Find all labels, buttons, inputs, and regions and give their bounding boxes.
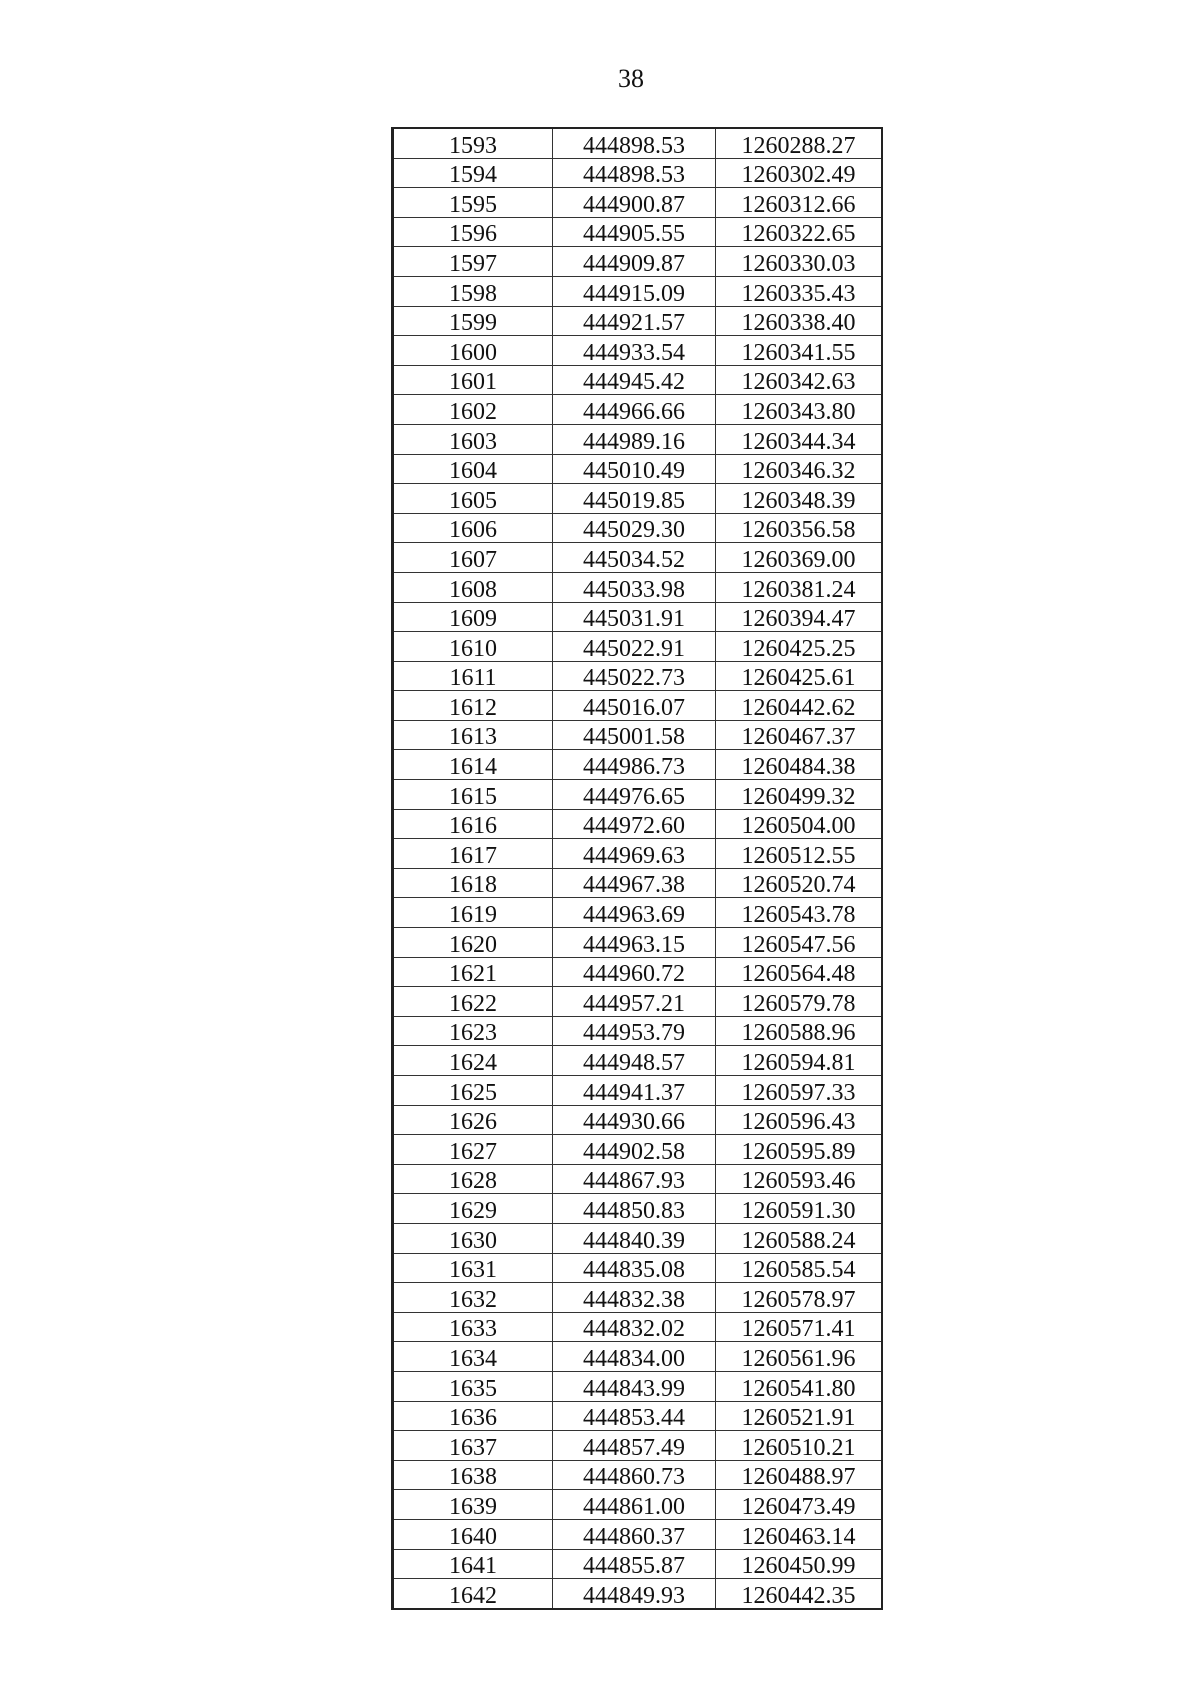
x-coordinate-cell: 444989.16 [553, 424, 716, 454]
x-coordinate-cell: 445019.85 [553, 484, 716, 514]
y-coordinate-cell: 1260564.48 [716, 957, 883, 987]
x-coordinate-cell: 445001.58 [553, 720, 716, 750]
y-coordinate-cell: 1260342.63 [716, 365, 883, 395]
y-coordinate-cell: 1260596.43 [716, 1105, 883, 1135]
point-number-cell: 1616 [393, 809, 553, 839]
x-coordinate-cell: 444860.37 [553, 1519, 716, 1549]
y-coordinate-cell: 1260381.24 [716, 572, 883, 602]
point-number-cell: 1595 [393, 188, 553, 218]
table-row [393, 1046, 883, 1076]
point-number-cell: 1640 [393, 1519, 553, 1549]
x-coordinate-cell: 444860.73 [553, 1460, 716, 1490]
page-number: 38 [618, 64, 644, 93]
table-row [393, 572, 883, 602]
x-coordinate-cell: 444930.66 [553, 1105, 716, 1135]
y-coordinate-cell: 1260425.61 [716, 661, 883, 691]
point-number-cell: 1607 [393, 543, 553, 573]
x-coordinate-cell: 444945.42 [553, 365, 716, 395]
point-number-cell: 1614 [393, 750, 553, 780]
y-coordinate-cell: 1260520.74 [716, 868, 883, 898]
y-coordinate-cell: 1260595.89 [716, 1135, 883, 1165]
point-number-cell: 1620 [393, 928, 553, 958]
x-coordinate-cell: 444966.66 [553, 395, 716, 425]
table-row [393, 1490, 883, 1520]
y-coordinate-cell: 1260442.35 [716, 1579, 883, 1609]
x-coordinate-cell: 444967.38 [553, 868, 716, 898]
y-coordinate-cell: 1260322.65 [716, 217, 883, 247]
y-coordinate-cell: 1260442.62 [716, 691, 883, 721]
y-coordinate-cell: 1260450.99 [716, 1549, 883, 1579]
table-row [393, 454, 883, 484]
y-coordinate-cell: 1260578.97 [716, 1283, 883, 1313]
x-coordinate-cell: 444905.55 [553, 217, 716, 247]
y-coordinate-cell: 1260338.40 [716, 306, 883, 336]
x-coordinate-cell: 444898.53 [553, 158, 716, 188]
table-row [393, 1401, 883, 1431]
y-coordinate-cell: 1260341.55 [716, 336, 883, 366]
table-row [393, 513, 883, 543]
point-number-cell: 1628 [393, 1164, 553, 1194]
x-coordinate-cell: 445034.52 [553, 543, 716, 573]
table-row [393, 306, 883, 336]
point-number-cell: 1613 [393, 720, 553, 750]
y-coordinate-cell: 1260585.54 [716, 1253, 883, 1283]
y-coordinate-cell: 1260344.34 [716, 424, 883, 454]
table-row [393, 1076, 883, 1106]
y-coordinate-cell: 1260467.37 [716, 720, 883, 750]
x-coordinate-cell: 445016.07 [553, 691, 716, 721]
y-coordinate-cell: 1260543.78 [716, 898, 883, 928]
y-coordinate-cell: 1260541.80 [716, 1371, 883, 1401]
table-row [393, 602, 883, 632]
point-number-cell: 1642 [393, 1579, 553, 1609]
table-row [393, 424, 883, 454]
point-number-cell: 1601 [393, 365, 553, 395]
y-coordinate-cell: 1260348.39 [716, 484, 883, 514]
table-row [393, 691, 883, 721]
table-row [393, 336, 883, 366]
x-coordinate-cell: 444972.60 [553, 809, 716, 839]
table-row [393, 1312, 883, 1342]
y-coordinate-cell: 1260593.46 [716, 1164, 883, 1194]
point-number-cell: 1615 [393, 780, 553, 810]
point-number-cell: 1638 [393, 1460, 553, 1490]
point-number-cell: 1639 [393, 1490, 553, 1520]
y-coordinate-cell: 1260521.91 [716, 1401, 883, 1431]
point-number-cell: 1611 [393, 661, 553, 691]
x-coordinate-cell: 444933.54 [553, 336, 716, 366]
point-number-cell: 1605 [393, 484, 553, 514]
table-row [393, 276, 883, 306]
table-row [393, 395, 883, 425]
table-row [393, 750, 883, 780]
y-coordinate-cell: 1260588.24 [716, 1223, 883, 1253]
coordinates-table-body [393, 128, 883, 1609]
table-row [393, 632, 883, 662]
x-coordinate-cell: 444850.83 [553, 1194, 716, 1224]
x-coordinate-cell: 444849.93 [553, 1579, 716, 1609]
table-row [393, 720, 883, 750]
x-coordinate-cell: 444976.65 [553, 780, 716, 810]
x-coordinate-cell: 444843.99 [553, 1371, 716, 1401]
point-number-cell: 1612 [393, 691, 553, 721]
table-row [393, 484, 883, 514]
y-coordinate-cell: 1260512.55 [716, 839, 883, 869]
point-number-cell: 1598 [393, 276, 553, 306]
x-coordinate-cell: 444861.00 [553, 1490, 716, 1520]
point-number-cell: 1608 [393, 572, 553, 602]
x-coordinate-cell: 444960.72 [553, 957, 716, 987]
x-coordinate-cell: 445029.30 [553, 513, 716, 543]
table-row [393, 839, 883, 869]
y-coordinate-cell: 1260591.30 [716, 1194, 883, 1224]
point-number-cell: 1637 [393, 1431, 553, 1461]
table-row [393, 957, 883, 987]
y-coordinate-cell: 1260312.66 [716, 188, 883, 218]
table-row [393, 217, 883, 247]
point-number-cell: 1631 [393, 1253, 553, 1283]
point-number-cell: 1641 [393, 1549, 553, 1579]
table-row [393, 1460, 883, 1490]
point-number-cell: 1632 [393, 1283, 553, 1313]
y-coordinate-cell: 1260394.47 [716, 602, 883, 632]
table-row [393, 1253, 883, 1283]
table-row [393, 1431, 883, 1461]
x-coordinate-cell: 444832.02 [553, 1312, 716, 1342]
y-coordinate-cell: 1260356.58 [716, 513, 883, 543]
table-row [393, 1135, 883, 1165]
table-row [393, 1519, 883, 1549]
x-coordinate-cell: 444835.08 [553, 1253, 716, 1283]
table-row [393, 1105, 883, 1135]
table-row [393, 1283, 883, 1313]
point-number-cell: 1602 [393, 395, 553, 425]
table-row [393, 365, 883, 395]
x-coordinate-cell: 444921.57 [553, 306, 716, 336]
table-row [393, 898, 883, 928]
table-row [393, 1371, 883, 1401]
y-coordinate-cell: 1260488.97 [716, 1460, 883, 1490]
point-number-cell: 1596 [393, 217, 553, 247]
y-coordinate-cell: 1260571.41 [716, 1312, 883, 1342]
y-coordinate-cell: 1260302.49 [716, 158, 883, 188]
y-coordinate-cell: 1260330.03 [716, 247, 883, 277]
point-number-cell: 1603 [393, 424, 553, 454]
y-coordinate-cell: 1260510.21 [716, 1431, 883, 1461]
x-coordinate-cell: 444900.87 [553, 188, 716, 218]
y-coordinate-cell: 1260343.80 [716, 395, 883, 425]
table-row [393, 868, 883, 898]
table-row [393, 188, 883, 218]
point-number-cell: 1593 [393, 128, 553, 158]
y-coordinate-cell: 1260484.38 [716, 750, 883, 780]
x-coordinate-cell: 444832.38 [553, 1283, 716, 1313]
y-coordinate-cell: 1260594.81 [716, 1046, 883, 1076]
x-coordinate-cell: 445031.91 [553, 602, 716, 632]
table-row [393, 158, 883, 188]
point-number-cell: 1624 [393, 1046, 553, 1076]
y-coordinate-cell: 1260425.25 [716, 632, 883, 662]
point-number-cell: 1625 [393, 1076, 553, 1106]
coordinates-table [391, 127, 883, 1610]
x-coordinate-cell: 444915.09 [553, 276, 716, 306]
point-number-cell: 1635 [393, 1371, 553, 1401]
point-number-cell: 1617 [393, 839, 553, 869]
point-number-cell: 1618 [393, 868, 553, 898]
x-coordinate-cell: 444867.93 [553, 1164, 716, 1194]
point-number-cell: 1627 [393, 1135, 553, 1165]
point-number-cell: 1634 [393, 1342, 553, 1372]
y-coordinate-cell: 1260288.27 [716, 128, 883, 158]
x-coordinate-cell: 445010.49 [553, 454, 716, 484]
x-coordinate-cell: 444957.21 [553, 987, 716, 1017]
point-number-cell: 1600 [393, 336, 553, 366]
table-row [393, 987, 883, 1017]
x-coordinate-cell: 444963.69 [553, 898, 716, 928]
point-number-cell: 1633 [393, 1312, 553, 1342]
table-row [393, 809, 883, 839]
x-coordinate-cell: 444953.79 [553, 1016, 716, 1046]
x-coordinate-cell: 444857.49 [553, 1431, 716, 1461]
x-coordinate-cell: 444834.00 [553, 1342, 716, 1372]
table-row [393, 780, 883, 810]
y-coordinate-cell: 1260579.78 [716, 987, 883, 1017]
x-coordinate-cell: 444853.44 [553, 1401, 716, 1431]
point-number-cell: 1604 [393, 454, 553, 484]
point-number-cell: 1619 [393, 898, 553, 928]
y-coordinate-cell: 1260561.96 [716, 1342, 883, 1372]
x-coordinate-cell: 444902.58 [553, 1135, 716, 1165]
table-row [393, 1549, 883, 1579]
table-row [393, 1194, 883, 1224]
y-coordinate-cell: 1260597.33 [716, 1076, 883, 1106]
point-number-cell: 1606 [393, 513, 553, 543]
point-number-cell: 1623 [393, 1016, 553, 1046]
point-number-cell: 1597 [393, 247, 553, 277]
point-number-cell: 1621 [393, 957, 553, 987]
y-coordinate-cell: 1260473.49 [716, 1490, 883, 1520]
point-number-cell: 1629 [393, 1194, 553, 1224]
point-number-cell: 1594 [393, 158, 553, 188]
y-coordinate-cell: 1260547.56 [716, 928, 883, 958]
point-number-cell: 1622 [393, 987, 553, 1017]
table-row [393, 1579, 883, 1609]
x-coordinate-cell: 444855.87 [553, 1549, 716, 1579]
x-coordinate-cell: 444986.73 [553, 750, 716, 780]
table-row [393, 928, 883, 958]
x-coordinate-cell: 444898.53 [553, 128, 716, 158]
table-row [393, 1342, 883, 1372]
x-coordinate-cell: 444840.39 [553, 1223, 716, 1253]
table-row [393, 661, 883, 691]
y-coordinate-cell: 1260588.96 [716, 1016, 883, 1046]
x-coordinate-cell: 444941.37 [553, 1076, 716, 1106]
y-coordinate-cell: 1260346.32 [716, 454, 883, 484]
x-coordinate-cell: 444948.57 [553, 1046, 716, 1076]
table-row [393, 247, 883, 277]
y-coordinate-cell: 1260335.43 [716, 276, 883, 306]
y-coordinate-cell: 1260499.32 [716, 780, 883, 810]
x-coordinate-cell: 444969.63 [553, 839, 716, 869]
table-row [393, 1223, 883, 1253]
table-row [393, 1164, 883, 1194]
point-number-cell: 1599 [393, 306, 553, 336]
point-number-cell: 1630 [393, 1223, 553, 1253]
x-coordinate-cell: 445033.98 [553, 572, 716, 602]
y-coordinate-cell: 1260504.00 [716, 809, 883, 839]
point-number-cell: 1626 [393, 1105, 553, 1135]
y-coordinate-cell: 1260369.00 [716, 543, 883, 573]
point-number-cell: 1610 [393, 632, 553, 662]
table-row [393, 128, 883, 158]
x-coordinate-cell: 444909.87 [553, 247, 716, 277]
table-row [393, 543, 883, 573]
y-coordinate-cell: 1260463.14 [716, 1519, 883, 1549]
table-row [393, 1016, 883, 1046]
x-coordinate-cell: 445022.73 [553, 661, 716, 691]
point-number-cell: 1636 [393, 1401, 553, 1431]
x-coordinate-cell: 444963.15 [553, 928, 716, 958]
point-number-cell: 1609 [393, 602, 553, 632]
x-coordinate-cell: 445022.91 [553, 632, 716, 662]
